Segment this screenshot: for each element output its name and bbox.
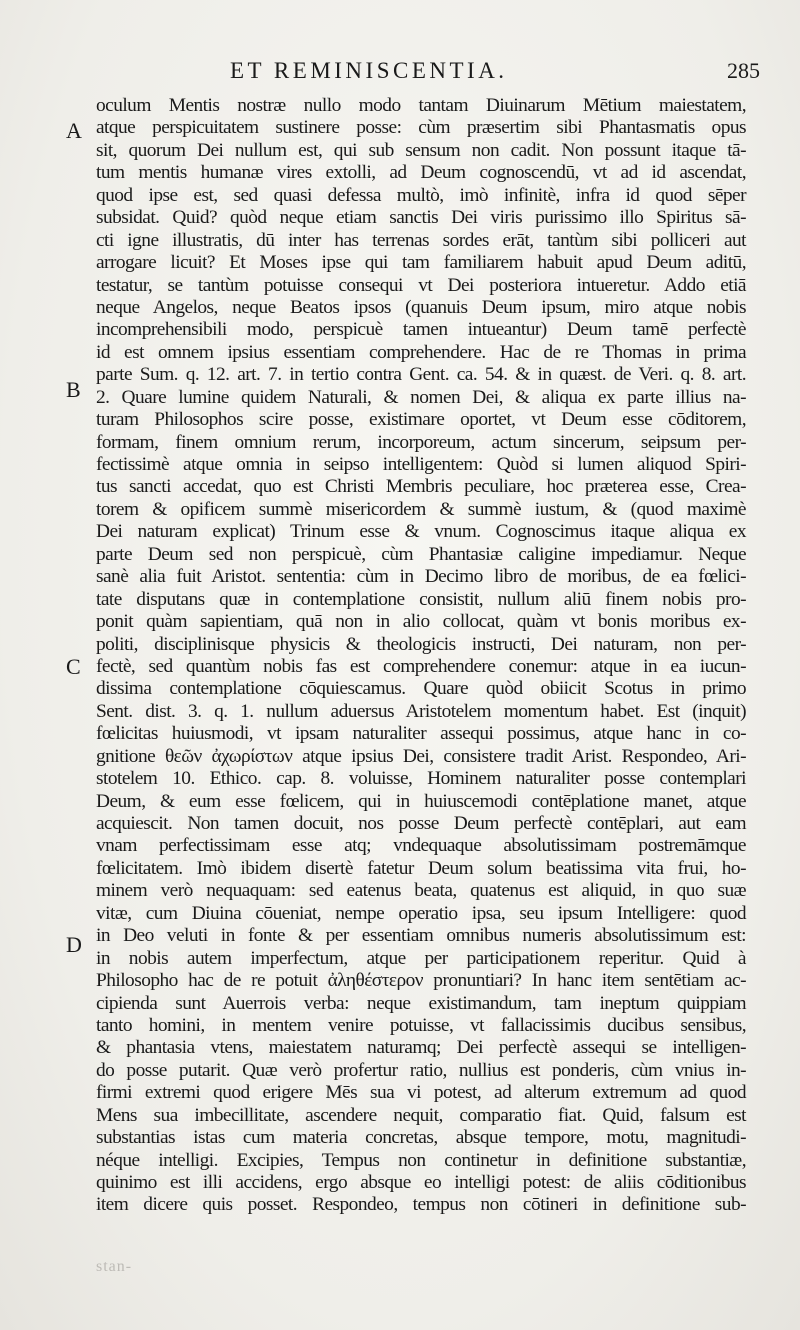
running-head: [230, 58, 760, 88]
text-line: politi, disciplinisque physicis & theologicis instructi, Dei naturam, non per-: [96, 633, 746, 655]
text-line: cipienda sunt Auerrois verba: neque existimandum, tam ineptum quippiam: [96, 992, 746, 1014]
text-line: oculum Mentis nostræ nullo modo tantam Diuinarum Mētium maiestatem,: [96, 95, 746, 116]
text-line: quod ipse est, sed quasi defessa multò, imò infinitè, infra id quod sēper: [96, 184, 746, 206]
text-line: tanto homini, in mentem venire potuisse, vt fallacissimis ducibus sensibus,: [96, 1014, 746, 1036]
text-line: néque intelligi. Excipies, Tempus non continetur in definitione substantiæ,: [96, 1149, 746, 1171]
text-line: arrogare licuit? Et Moses ipse qui tam familiarem habuit apud Deum aditū,: [96, 252, 746, 274]
text-line: cti igne illustratis, dū inter has terrenas sordes erāt, tantùm sibi polliceri aut: [96, 229, 746, 251]
text-line: 2. Quare lumine quidem Naturali, & nomen Dei, & aliqua ex parte illius na-: [96, 386, 746, 408]
running-title: ET REMINISCENTIA.: [230, 58, 508, 83]
text-line: minem verò nequaquam: sed eatenus beata, quatenus est aliquid, in quo suæ: [96, 880, 746, 902]
text-line: & phantasia vtens, maiestatem naturamq; Dei perfectè assequi se intelligen-: [96, 1037, 746, 1059]
text-line: fœlicitas huiusmodi, vt ipsam naturaliter assequi possimus, atque hanc in co-: [96, 723, 746, 745]
text-line: dissima contemplatione cōquiescamus. Quare quòd obiicit Scotus in primo: [96, 678, 746, 700]
text-line: parte Deum sed non perspicuè, cùm Phantasiæ caligine impediamur. Neque: [96, 543, 746, 565]
text-line: quinimo est illi accidens, ergo absque eo intelligi potest: de aliis cōditionibus: [96, 1172, 746, 1193]
text-line: sit, quorum Dei nullum est, qui sub sensum non cadit. Non possunt itaque tā-: [96, 139, 746, 161]
text-line: fœlicitatem. Imò ibidem disertè fatetur Deum solum beatissima vita frui, ho-: [96, 857, 746, 879]
text-line: incomprehensibili modo, perspicuè tamen intueantur) Deum tamē perfectè: [96, 319, 746, 341]
margin-letter-a: A: [66, 118, 82, 143]
text-line: sanè alia fuit Aristot. sententia: cùm in Decimo libro de moribus, de ea fœlici-: [96, 566, 746, 588]
text-line: in Deo veluti in fonte & per essentiam omnibus numeris absolutissimum est:: [96, 925, 746, 947]
text-line: gnitione θεῶν ἀχωρίστων atque ipsius Dei, consistere tradit Arist. Respondeo, Ari-: [96, 745, 746, 767]
text-line: in nobis autem imperfectum, atque per participationem reperitur. Quid à: [96, 947, 746, 969]
text-line: tate disputans quæ in contemplatione consistit, nullum aliū finem nobis pro-: [96, 588, 746, 610]
margin-letter-d: D: [66, 932, 82, 957]
text-line: Mens sua imbecillitate, ascendere nequit, comparatio fiat. Quid, falsum est: [96, 1104, 746, 1126]
text-line: fectissimè atque omnia in seipso intelligentem: Quòd si lumen aliquod Spiri-: [96, 454, 746, 475]
text-line: id est omnem ipsius essentiam comprehendere. Hac de re Thomas in prima: [96, 341, 746, 363]
text-line: subsidat. Quid? quòd neque etiam sanctis Dei viris purissimo illo Spiritus sā-: [96, 207, 746, 229]
text-line: parte Sum. q. 12. art. 7. in tertio contra Gent. ca. 54. & in quæst. de Veri. q. 8. art.: [96, 364, 746, 386]
text-line: ponit quàm sapientiam, quā non in alio collocat, quàm vt bonis moribus ex-: [96, 611, 746, 633]
text-line: testatur, se tantùm potuisse consequi vt Dei posteriora intueretur. Addo etiā: [96, 274, 746, 296]
text-line: tus sancti accedat, quo est Christi Membris peculiare, hoc præterea esse, Crea-: [96, 476, 746, 498]
text-line: substantias istas cum materia concretas, absque tempore, motu, magnitudi-: [96, 1127, 746, 1149]
text-line: stotelem 10. Ethico. cap. 8. voluisse, Hominem naturaliter posse contemplari: [96, 768, 746, 790]
text-line: do posse putarit. Quæ verò profertur ratio, nullius est ponderis, cùm vnius in-: [96, 1059, 746, 1081]
text-line: fectè, sed quantùm nobis fas est comprehendere conemur: atque in ea iucun-: [96, 655, 746, 677]
catchword: stan-: [96, 1258, 133, 1275]
text-line: formam, finem omnium rerum, incorporeum, actum sincerum, seipsum per-: [96, 431, 746, 453]
text-line: Deum, & eum esse fœlicem, qui in huiuscemodi contēplatione manet, atque: [96, 790, 746, 812]
text-line: tum mentis humanæ vires extolli, ad Deum cognoscendū, vt ad id ascendat,: [96, 162, 746, 184]
text-line: acquiescit. Non tamen docuit, nos posse Deum perfectè contēplari, aut eam: [96, 813, 746, 834]
text-line: turam Philosophos scire posse, existimare oportet, vt Deum esse cōditorem,: [96, 409, 746, 431]
text-line: neque Angelos, neque Beatos ipsos (quanuis Deum ipsum, miro atque nobis: [96, 296, 746, 318]
text-line: vitæ, cum Diuina cōueniat, nempe operatio ipsa, seu ipsum Intelligere: quod: [96, 902, 746, 924]
text-line: Dei naturam explicat) Trinum esse & vnum. Cognoscimus itaque aliqua ex: [96, 521, 746, 543]
text-line: Philosopho hac de re potuit ἀληθέστερον pronuntiari? In hanc item sentētiam ac-: [96, 970, 746, 992]
text-line: firmi extremi quod erigere Mēs sua vi potest, ad alterum extremum ad quod: [96, 1082, 746, 1104]
text-line: Sent. dist. 3. q. 1. nullum aduersus Aristotelem momentum habet. Est (inquit): [96, 700, 746, 722]
text-line: item dicere quis posset. Respondeo, tempus non cōtineri in definitione sub-: [96, 1194, 746, 1216]
text-line: atque perspicuitatem sustinere posse: cùm præsertim sibi Phantasmatis opus: [96, 117, 746, 139]
text-line: torem & opificem summè misericordem & summè iustum, & (quod maximè: [96, 498, 746, 520]
margin-letter-b: B: [66, 377, 81, 402]
margin-letter-c: C: [66, 654, 81, 679]
text-line: vnam perfectissimam esse atq; vndequaque absolutissimam postremāmque: [96, 835, 746, 857]
page-number: 285: [727, 58, 760, 83]
body-text: [96, 95, 746, 1217]
